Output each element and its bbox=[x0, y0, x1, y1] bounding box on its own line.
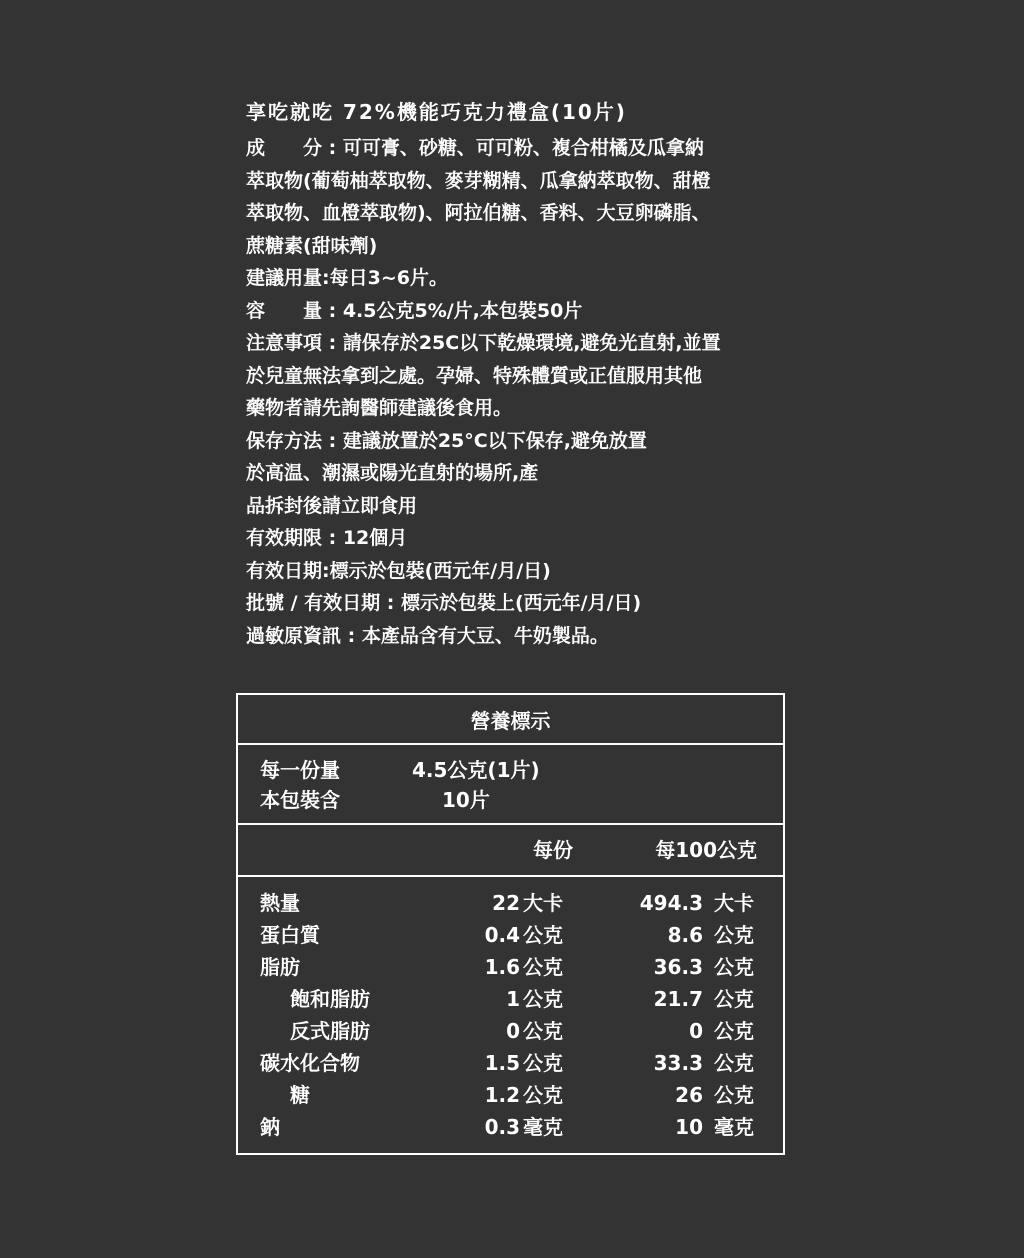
info-line: 容 量 : 4.5公克5%/片,本包裝50片 bbox=[246, 299, 583, 322]
per-serving-unit: 大卡 bbox=[523, 891, 563, 915]
per-serving-value: 1.5 bbox=[484, 1051, 520, 1075]
per-100g-unit: 公克 bbox=[714, 987, 754, 1011]
per-serving-value: 0 bbox=[506, 1019, 520, 1043]
info-line: 有效期限 : 12個月 bbox=[246, 527, 408, 549]
nutrient-rows bbox=[238, 877, 783, 1143]
servings-per-pack-label: 本包裝含 bbox=[260, 788, 340, 812]
info-line: 建議用量:每日3~6片。 bbox=[246, 267, 448, 289]
per-100g-value: 494.3 bbox=[639, 891, 703, 915]
per-serving-value: 0.4 bbox=[484, 923, 520, 947]
nutrient-row bbox=[238, 951, 783, 983]
nutrient-row bbox=[238, 1111, 783, 1143]
per-serving-unit: 公克 bbox=[523, 987, 563, 1011]
info-line: 蔗糖素(甜味劑) bbox=[246, 234, 378, 257]
per-100g-unit: 公克 bbox=[714, 1019, 754, 1043]
nutrient-row bbox=[238, 887, 783, 919]
per-100g-value: 0 bbox=[689, 1019, 703, 1043]
nutrient-row bbox=[238, 919, 783, 951]
nutrient-name: 熱量 bbox=[260, 891, 300, 915]
per-serving-value: 22 bbox=[492, 891, 520, 915]
per-serving-value: 1.6 bbox=[484, 955, 520, 979]
product-info bbox=[246, 96, 806, 652]
per-100g-value: 36.3 bbox=[653, 955, 703, 979]
serving-size-label: 每一份量 bbox=[260, 758, 340, 782]
per-100g-value: 10 bbox=[675, 1115, 703, 1139]
nutrient-name: 鈉 bbox=[260, 1115, 280, 1139]
per-100g-value: 33.3 bbox=[653, 1051, 703, 1075]
per-serving-unit: 公克 bbox=[523, 955, 563, 979]
nutrient-name: 反式脂肪 bbox=[290, 1019, 370, 1043]
info-line: 過敏原資訊 : 本產品含有大豆、牛奶製品。 bbox=[246, 624, 609, 647]
per-100g-unit: 公克 bbox=[714, 1051, 754, 1075]
per-serving-unit: 公克 bbox=[523, 923, 563, 947]
col-per-serving: 每份 bbox=[533, 838, 573, 862]
info-line: 有效日期:標示於包裝(西元年/月/日) bbox=[246, 559, 551, 582]
info-line: 萃取物、血橙萃取物)、阿拉伯糖、香料、大豆卵磷脂、 bbox=[246, 202, 711, 224]
nutrition-table bbox=[236, 693, 785, 1155]
column-headers bbox=[238, 825, 783, 877]
per-serving-value: 1.2 bbox=[484, 1083, 520, 1107]
per-100g-value: 8.6 bbox=[667, 923, 703, 947]
per-serving-unit: 公克 bbox=[523, 1019, 563, 1043]
per-100g-unit: 毫克 bbox=[714, 1115, 754, 1139]
per-100g-unit: 公克 bbox=[714, 1083, 754, 1107]
servings-per-pack-row bbox=[260, 785, 490, 815]
per-100g-value: 26 bbox=[675, 1083, 703, 1107]
info-line: 於高温、潮濕或陽光直射的場所,產 bbox=[246, 462, 539, 484]
per-serving-value: 1 bbox=[506, 987, 520, 1011]
per-100g-value: 21.7 bbox=[653, 987, 703, 1011]
info-line: 批號 / 有效日期 : 標示於包裝上(西元年/月/日) bbox=[246, 592, 642, 614]
nutrient-row bbox=[238, 1047, 783, 1079]
per-100g-unit: 公克 bbox=[714, 923, 754, 947]
info-line: 於兒童無法拿到之處。孕婦、特殊體質或正值服用其他 bbox=[246, 364, 703, 387]
nutrient-name: 碳水化合物 bbox=[260, 1051, 360, 1075]
nutrient-name: 蛋白質 bbox=[260, 923, 320, 947]
per-serving-value: 0.3 bbox=[484, 1115, 520, 1139]
info-line: 藥物者請先詢醫師建議後食用。 bbox=[246, 397, 513, 419]
serving-size-row bbox=[260, 755, 540, 785]
serving-section bbox=[238, 745, 783, 825]
info-line: 萃取物(葡萄柚萃取物、麥芽糊精、瓜拿納萃取物、甜橙 bbox=[246, 169, 711, 192]
nutrient-row bbox=[238, 983, 783, 1015]
per-serving-unit: 公克 bbox=[523, 1051, 563, 1075]
nutrient-name: 脂肪 bbox=[260, 955, 300, 979]
servings-per-pack-value: 10片 bbox=[442, 788, 490, 812]
per-serving-unit: 毫克 bbox=[523, 1115, 563, 1139]
per-100g-unit: 公克 bbox=[714, 955, 754, 979]
info-line: 保存方法 : 建議放置於25°C以下保存,避免放置 bbox=[246, 429, 647, 452]
nutrient-name: 糖 bbox=[290, 1083, 310, 1107]
col-per-100g: 每100公克 bbox=[655, 838, 757, 862]
per-100g-unit: 大卡 bbox=[714, 891, 754, 915]
nutrient-name: 飽和脂肪 bbox=[290, 987, 370, 1011]
per-serving-unit: 公克 bbox=[523, 1083, 563, 1107]
info-line: 成 分 : 可可膏、砂糖、可可粉、複合柑橘及瓜拿納 bbox=[246, 137, 704, 159]
nutrition-header: 營養標示 bbox=[238, 695, 783, 745]
product-title: 享吃就吃 72%機能巧克力禮盒(10片) bbox=[246, 100, 627, 124]
info-line: 注意事項 : 請保存於25C以下乾燥環境,避免光直射,並置 bbox=[246, 332, 721, 354]
info-line: 品拆封後請立即食用 bbox=[246, 494, 418, 517]
serving-size-value: 4.5公克(1片) bbox=[412, 758, 540, 782]
nutrient-row bbox=[238, 1015, 783, 1047]
nutrient-row bbox=[238, 1079, 783, 1111]
